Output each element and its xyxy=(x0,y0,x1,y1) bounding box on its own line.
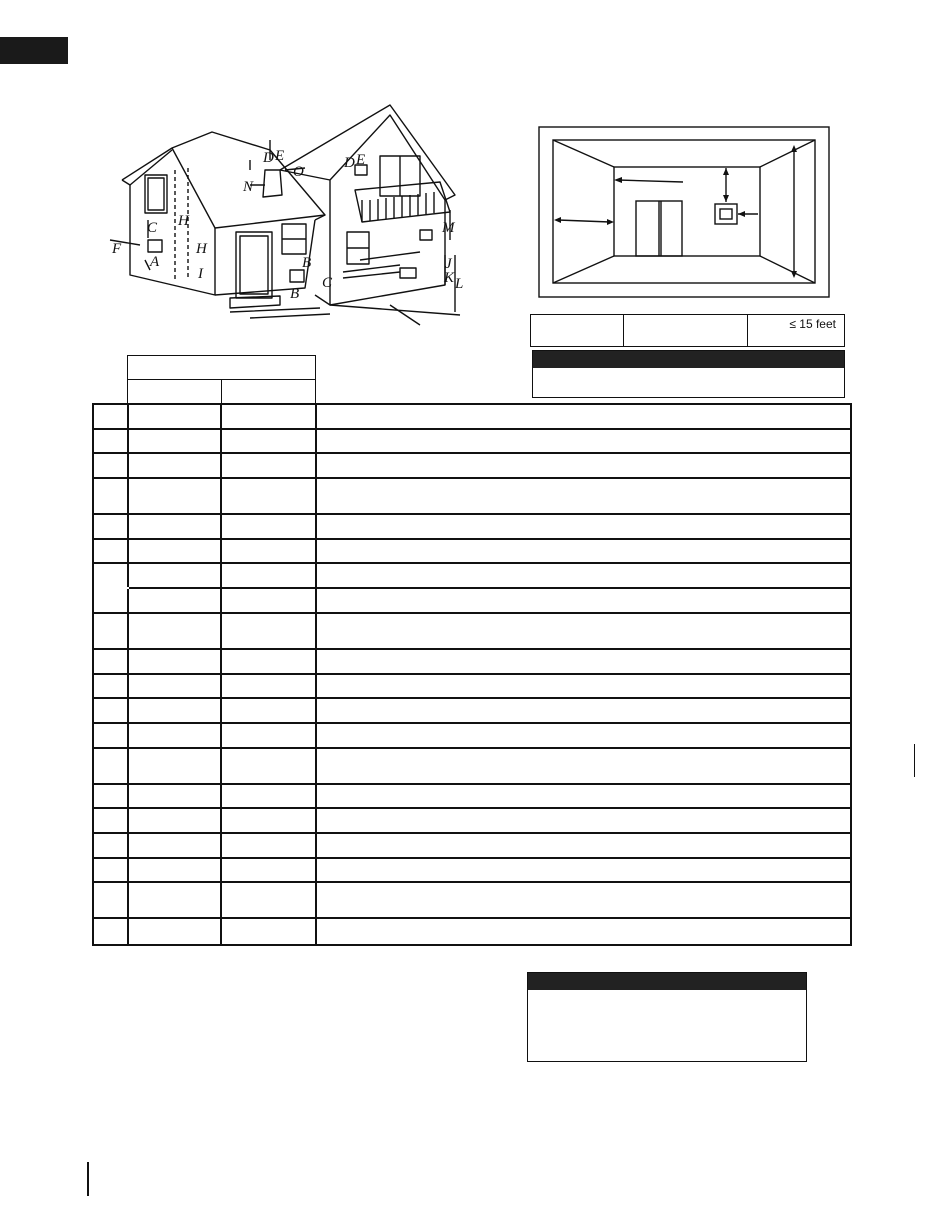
clearance-label-f: F xyxy=(112,241,122,257)
table-cell xyxy=(317,540,850,563)
table-cell xyxy=(222,564,317,587)
table-row xyxy=(94,834,850,859)
table-cell xyxy=(129,405,222,428)
table-cell xyxy=(222,650,317,673)
vent-clearance-table xyxy=(92,403,852,946)
table-cell xyxy=(222,479,317,513)
table-row xyxy=(94,515,850,540)
table-cell xyxy=(317,564,850,587)
table-cell xyxy=(317,515,850,538)
clearance-label-m: M xyxy=(442,220,455,236)
table-cell xyxy=(222,749,317,783)
table-cell xyxy=(129,809,222,832)
table-cell xyxy=(94,859,129,882)
table-cell xyxy=(129,614,222,648)
table-row xyxy=(94,785,850,810)
room-dimension-box xyxy=(530,314,845,347)
table-row xyxy=(94,564,850,589)
table-cell xyxy=(317,650,850,673)
margin-rule xyxy=(914,744,915,777)
table-row xyxy=(94,919,850,944)
clearance-label-n: N xyxy=(243,179,254,195)
table-cell xyxy=(317,589,850,612)
table-cell xyxy=(94,785,129,808)
footer-rule xyxy=(87,1162,89,1196)
table-cell xyxy=(94,919,129,944)
table-cell xyxy=(317,430,850,453)
note-box xyxy=(527,972,807,1062)
clearance-label-h: H xyxy=(178,213,189,229)
table-column-header xyxy=(127,355,316,404)
table-cell xyxy=(129,675,222,698)
table-cell xyxy=(222,614,317,648)
table-cell xyxy=(222,430,317,453)
table-cell xyxy=(129,834,222,857)
clearance-label-c: C xyxy=(147,220,158,236)
dimension-cell-max-height xyxy=(748,315,844,346)
table-cell xyxy=(129,919,222,944)
table-cell xyxy=(317,724,850,747)
clearance-label-j: J xyxy=(445,256,452,272)
table-cell xyxy=(129,564,222,587)
table-row xyxy=(94,749,850,785)
table-cell xyxy=(317,405,850,428)
table-row xyxy=(94,699,850,724)
table-cell xyxy=(94,454,129,477)
clearance-label-o: O xyxy=(293,164,304,180)
table-cell xyxy=(222,724,317,747)
note-box xyxy=(532,350,845,398)
table-cell xyxy=(222,540,317,563)
table-cell xyxy=(222,919,317,944)
dimension-cell xyxy=(624,315,748,346)
table-cell xyxy=(222,454,317,477)
table-row xyxy=(94,859,850,884)
table-cell xyxy=(94,699,129,722)
section-tab-marker xyxy=(0,37,68,64)
table-cell xyxy=(94,724,129,747)
clearance-label-e: E xyxy=(275,148,285,164)
table-cell xyxy=(317,834,850,857)
table-cell xyxy=(94,479,129,513)
table-cell xyxy=(222,883,317,917)
table-row xyxy=(94,430,850,455)
table-cell xyxy=(94,430,129,453)
table-row xyxy=(94,454,850,479)
clearance-label-d: D xyxy=(344,155,355,171)
table-row xyxy=(94,479,850,515)
table-cell xyxy=(94,540,129,563)
table-cell xyxy=(222,699,317,722)
table-cell xyxy=(129,883,222,917)
clearance-label-k: K xyxy=(444,270,455,286)
table-row xyxy=(94,809,850,834)
table-cell xyxy=(317,454,850,477)
table-row xyxy=(94,650,850,675)
table-cell xyxy=(129,859,222,882)
table-cell xyxy=(94,675,129,698)
table-cell xyxy=(94,749,129,783)
table-cell xyxy=(129,749,222,783)
table-cell xyxy=(222,589,317,612)
table-cell xyxy=(317,749,850,783)
table-cell xyxy=(129,479,222,513)
table-cell xyxy=(317,809,850,832)
table-cell xyxy=(94,589,129,612)
table-cell xyxy=(222,675,317,698)
max-distance-text: ≤ 15 feet xyxy=(789,317,836,331)
table-cell xyxy=(317,614,850,648)
table-cell xyxy=(317,785,850,808)
table-cell xyxy=(222,834,317,857)
table-cell xyxy=(94,564,129,587)
table-cell xyxy=(94,809,129,832)
clearance-label-d: D xyxy=(263,150,274,166)
house-vent-clearance-diagram xyxy=(100,100,480,335)
table-cell xyxy=(94,650,129,673)
table-cell xyxy=(94,515,129,538)
room-clearance-diagram xyxy=(538,126,830,298)
table-cell xyxy=(317,479,850,513)
table-cell xyxy=(94,834,129,857)
clearance-label-c: C xyxy=(322,275,333,291)
table-row xyxy=(94,589,850,614)
clearance-label-e: E xyxy=(356,152,366,168)
table-row xyxy=(94,540,850,565)
table-cell xyxy=(317,675,850,698)
table-cell xyxy=(317,859,850,882)
table-cell xyxy=(222,859,317,882)
table-cell xyxy=(222,785,317,808)
table-cell xyxy=(94,614,129,648)
clearance-label-a: A xyxy=(150,254,160,270)
table-row xyxy=(94,883,850,919)
clearance-label-b: B xyxy=(302,255,312,271)
clearance-label-h: H xyxy=(196,241,207,257)
table-cell xyxy=(129,540,222,563)
table-cell xyxy=(94,405,129,428)
table-cell xyxy=(129,724,222,747)
table-cell xyxy=(222,515,317,538)
table-row xyxy=(94,405,850,430)
table-row xyxy=(94,724,850,749)
table-cell xyxy=(129,650,222,673)
note-box-header xyxy=(533,351,844,368)
note-box-header xyxy=(528,973,806,990)
table-cell xyxy=(317,883,850,917)
table-cell xyxy=(317,919,850,944)
table-cell xyxy=(129,589,222,612)
clearance-label-b: B xyxy=(290,286,300,302)
dimension-cell xyxy=(531,315,624,346)
table-cell xyxy=(222,809,317,832)
table-row xyxy=(94,614,850,650)
table-cell xyxy=(129,785,222,808)
table-cell xyxy=(129,454,222,477)
table-cell xyxy=(222,405,317,428)
table-cell xyxy=(94,883,129,917)
table-cell xyxy=(129,430,222,453)
table-cell xyxy=(129,515,222,538)
table-cell xyxy=(317,699,850,722)
clearance-label-i: I xyxy=(198,266,203,282)
table-row xyxy=(94,675,850,700)
clearance-label-l: L xyxy=(455,276,464,292)
table-cell xyxy=(129,699,222,722)
